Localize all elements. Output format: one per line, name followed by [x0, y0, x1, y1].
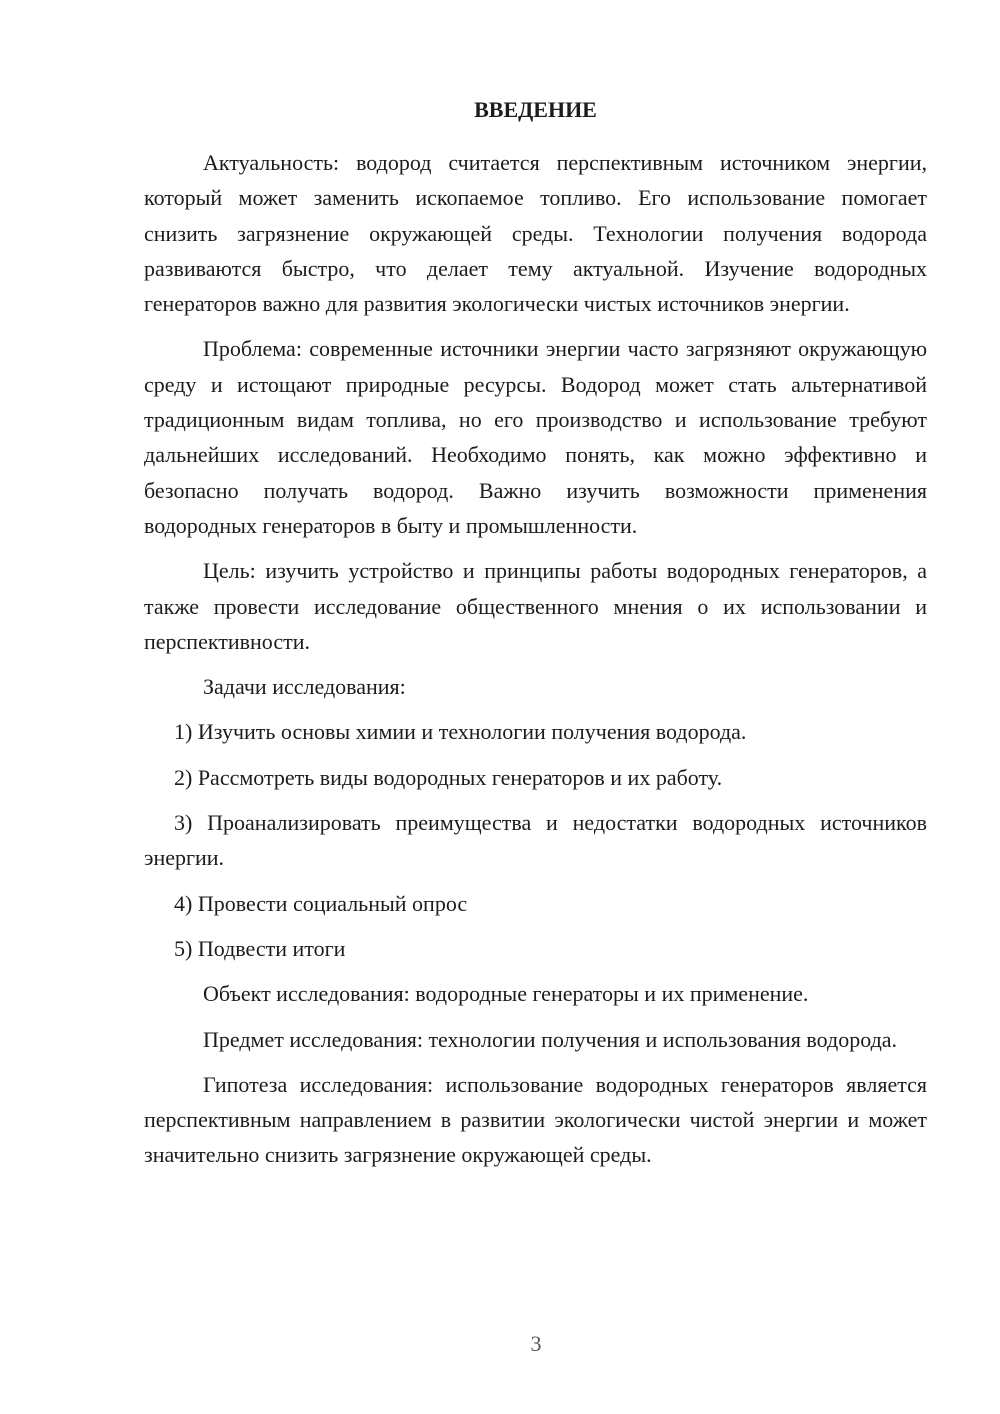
paragraph-problem: Проблема: современные источники энергии часто загрязняют окружающую среду и истощают природные ресурсы. Водород может стать альтернативой традиционным видам топлива, но его производство и использование требуют дальнейших исследований. Необходимо понять, как можно эффективно и безопасно получать водород. Важно изучить возможности применения водородных генераторов в быту и промышленности. [144, 336, 927, 538]
paragraph-subject: Предмет исследования: технологии получения и использования водорода. [203, 1026, 898, 1052]
page-number: 3 [530, 1331, 542, 1356]
task-item: 3) Проанализировать преимущества и недостатки водородных источников энергии. [144, 810, 927, 871]
paragraph-relevance: Актуальность: водород считается перспективным источником энергии, который может заменить ископаемое топливо. Его использование помогает снизить загрязнение окружающей среды. Технологии получения водорода развиваются быстро, что делает тему актуальной. Изучение водородных генераторов важно для развития экологически чистых источников энергии. [144, 150, 927, 317]
tasks-heading: Задачи исследования: [203, 674, 406, 700]
paragraph-object: Объект исследования: водородные генераторы и их применение. [203, 981, 809, 1007]
section-title: ВВЕДЕНИЕ [474, 97, 597, 122]
task-item: 5) Подвести итоги [174, 935, 346, 961]
paragraph-goal: Цель: изучить устройство и принципы работы водородных генераторов, а также провести исследование общественного мнения о их использовании и перспективности. [144, 558, 927, 654]
task-item: 2) Рассмотреть виды водородных генераторов и их работу. [174, 764, 723, 790]
task-item: 4) Провести социальный опрос [174, 890, 468, 916]
task-item: 1) Изучить основы химии и технологии получения водорода. [174, 719, 747, 745]
page-content [144, 92, 927, 1183]
paragraph-hypothesis: Гипотеза исследования: использование водородных генераторов является перспективным направлением в развитии экологически чистой энергии и может значительно снизить загрязнение окружающей среды. [144, 1071, 927, 1168]
